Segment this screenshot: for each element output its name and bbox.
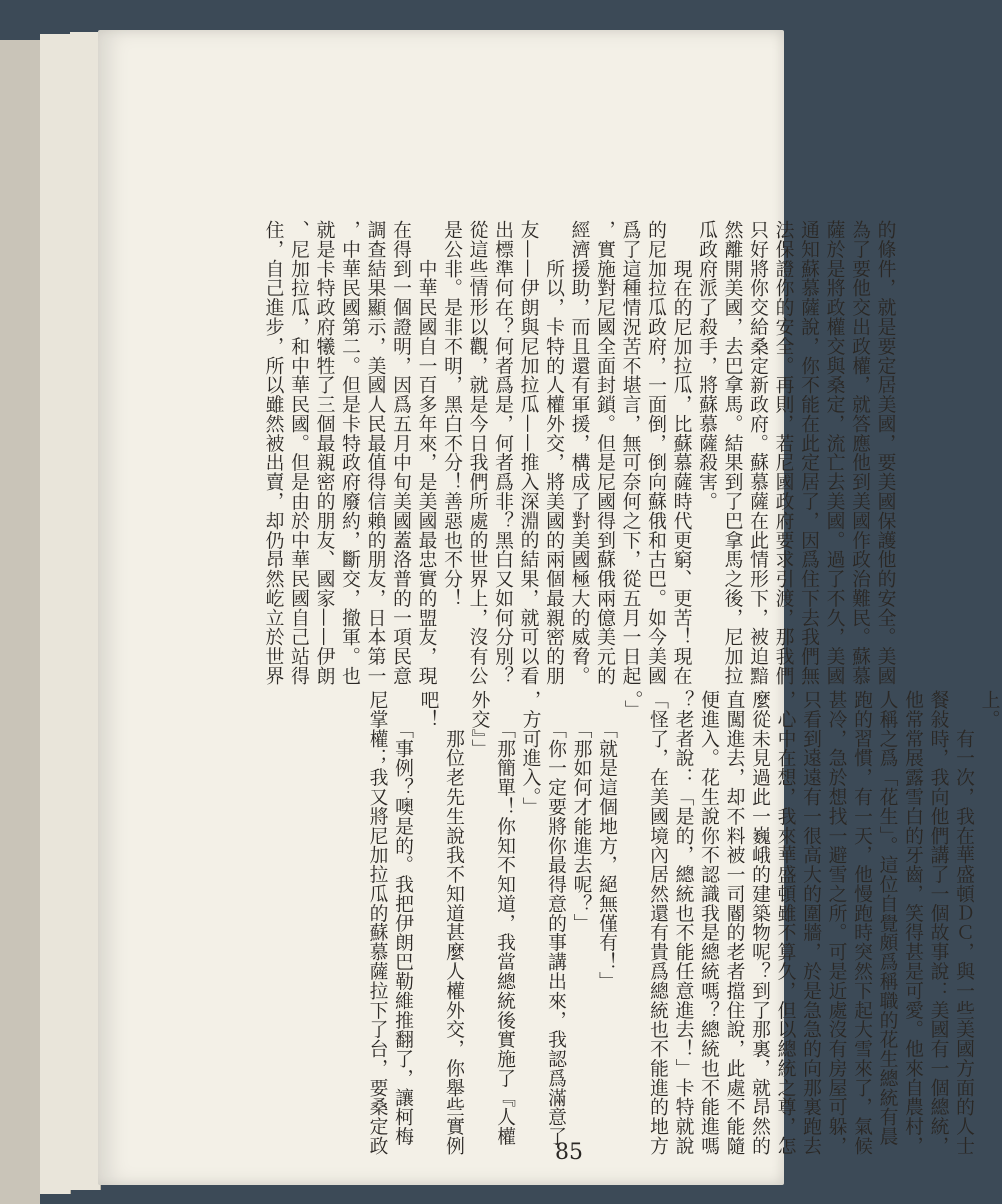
page-number: 85 bbox=[555, 1140, 583, 1165]
text-block-top bbox=[260, 220, 898, 685]
text-line: 麼從未見過此一巍峨的建築物呢？到了那裏，就昂然的 bbox=[749, 690, 770, 1156]
text-line: 吧！ bbox=[417, 690, 439, 729]
book-page bbox=[98, 30, 1000, 1185]
text-line: 只好將你交給桑定新政府。蘇慕薩在此情形下，被迫黯 bbox=[747, 220, 768, 686]
text-line: 餐敍時，我向他們講了一個故事說：美國有一個總統， bbox=[927, 690, 949, 1156]
text-line: 那位老先生說我不知道甚麼人權外交，你舉些實例 bbox=[443, 690, 464, 1156]
text-line: 外交』」 bbox=[468, 690, 490, 759]
text-line: 只看到遠遠有一很高大的圍牆，於是急急的向那裏跑去 bbox=[800, 690, 821, 1156]
text-line: 從這些情形以觀，就是今日我們所處的世界上，沒有公 bbox=[466, 220, 488, 686]
page-stack-edge bbox=[40, 34, 71, 1194]
text-line: 人稱之爲「花生」。這位自覺頗爲稱職的花生總統有晨 bbox=[876, 690, 898, 1146]
text-line: 中華民國自一百多年來，是美國最忠實的盟友，現 bbox=[415, 220, 437, 686]
text-line: ，方可進入。」 bbox=[519, 690, 541, 817]
text-line: 的尼加拉瓜政府，一面倒，倒向蘇俄和古巴。如今美國 bbox=[645, 220, 666, 686]
text-line: 有一次，我在華盛頓ＤＣ，與一些美國方面的人士 bbox=[953, 690, 974, 1156]
text-line: 調查結果顯示，美國人民最值得信賴的朋友，日本第一 bbox=[364, 220, 386, 686]
text-line: 通知蘇慕薩說，你不能在此定居了，因爲住下去我們無 bbox=[798, 220, 819, 686]
text-line: 便進入。花生說你不認識我是總統嗎？總統也不能進嗎 bbox=[698, 690, 719, 1156]
text-line: 他常常展露雪白的牙齒，笑得甚是可愛。他來自農村， bbox=[902, 690, 923, 1156]
text-line: ，中華民國第二。但是卡特政府廢約，斷交，撤軍。也 bbox=[339, 220, 360, 686]
text-line: 直闖進去，却不料被一司閽的老者擋住說，此處不能隨 bbox=[723, 690, 745, 1156]
text-line: 友——伊朗與尼加拉瓜——推入深淵的結果，就可以看 bbox=[517, 220, 539, 686]
text-block-bottom bbox=[364, 690, 1002, 1155]
text-line: 法保證你的安全。再則，若尼國政府要求引渡，那我們 bbox=[772, 220, 794, 686]
text-line: 在得到一個證明，因爲五月中旬美國蓋洛普的一項民意 bbox=[390, 220, 411, 686]
page-stack-edge bbox=[70, 32, 101, 1190]
text-line: ，實施對尼國全面封鎖。但是尼國得到蘇俄兩億美元的 bbox=[594, 220, 615, 686]
text-line: 住，自己進步，所以雖然被出賣，却仍昂然屹立於世界 bbox=[262, 220, 284, 686]
text-line: ，心中在想，我來華盛頓雖不算久，但以總統之尊，怎 bbox=[774, 690, 796, 1156]
text-line: 「怪了，在美國境內居然還有貴爲總統也不能進的地方 bbox=[647, 690, 668, 1156]
text-line: 瓜政府派了殺手，將蘇慕薩殺害。 bbox=[696, 220, 717, 511]
text-line: 尼掌權；我又將尼加拉瓜的蘇慕薩拉下了台，要桑定政 bbox=[366, 690, 388, 1156]
text-line: 是公非。是非不明，黑白不分！善惡也不分！ bbox=[441, 220, 462, 608]
text-line: 爲了這種情況苦不堪言，無可奈何之下，從五月一日起 bbox=[619, 220, 641, 686]
text-line: 。」 bbox=[621, 690, 643, 720]
text-line: 的條件，就是要定居美國，要美國保護他的安全。美國 bbox=[874, 220, 896, 686]
text-line: 經濟援助，而且還有軍援，構成了對美國極大的威脅。 bbox=[568, 220, 590, 686]
text-line: 為了要他交出政權，就答應他到美國作政治難民。蘇慕 bbox=[849, 220, 870, 686]
text-line: 現在的尼加拉瓜，比蘇慕薩時代更窮、更苦！現在 bbox=[670, 220, 692, 686]
text-line: 上。 bbox=[978, 690, 1000, 729]
text-line: 「那簡單！你知不知道，我當總統後實施了『人權 bbox=[494, 690, 515, 1146]
text-line: 「就是這個地方，絕無僅有！」 bbox=[596, 690, 617, 991]
text-line: 「那如何才能進去呢？」 bbox=[570, 690, 592, 933]
text-line: 、尼加拉瓜，和中華民國。但是由於中華民國自己站得 bbox=[288, 220, 309, 686]
text-line: 所以，卡特的人權外交，將美國的兩個最親密的朋 bbox=[543, 220, 564, 686]
text-line: 跑的習慣，有一天，他慢跑時突然下起大雪來了，氣候 bbox=[851, 690, 872, 1156]
text-line: 出標準何在？何者爲是，何者爲非？黑白又如何分別？ bbox=[492, 220, 513, 686]
text-line: 「事例？噢是的。我把伊朗巴勒維推翻了，讓柯梅 bbox=[392, 690, 413, 1146]
text-line: 就是卡特政府犧牲了三個最親密的朋友、國家——伊朗 bbox=[313, 220, 335, 686]
text-line: 薩於是將政權交與桑定，流亡去美國。過了不久，美國 bbox=[823, 220, 845, 686]
text-line: 甚冷，急於想找一避雪之所。可是近處沒有房屋可躲， bbox=[825, 690, 847, 1156]
text-line: ？老者說：「是的，總統也不能任意進去！」卡特就說 bbox=[672, 690, 694, 1156]
book-cover-edge bbox=[0, 40, 40, 1204]
text-line: 然離開美國，去巴拿馬。結果到了巴拿馬之後，尼加拉 bbox=[721, 220, 743, 686]
text-line: 「你一定要將你最得意的事講出來，我認爲滿意了 bbox=[545, 690, 566, 1146]
